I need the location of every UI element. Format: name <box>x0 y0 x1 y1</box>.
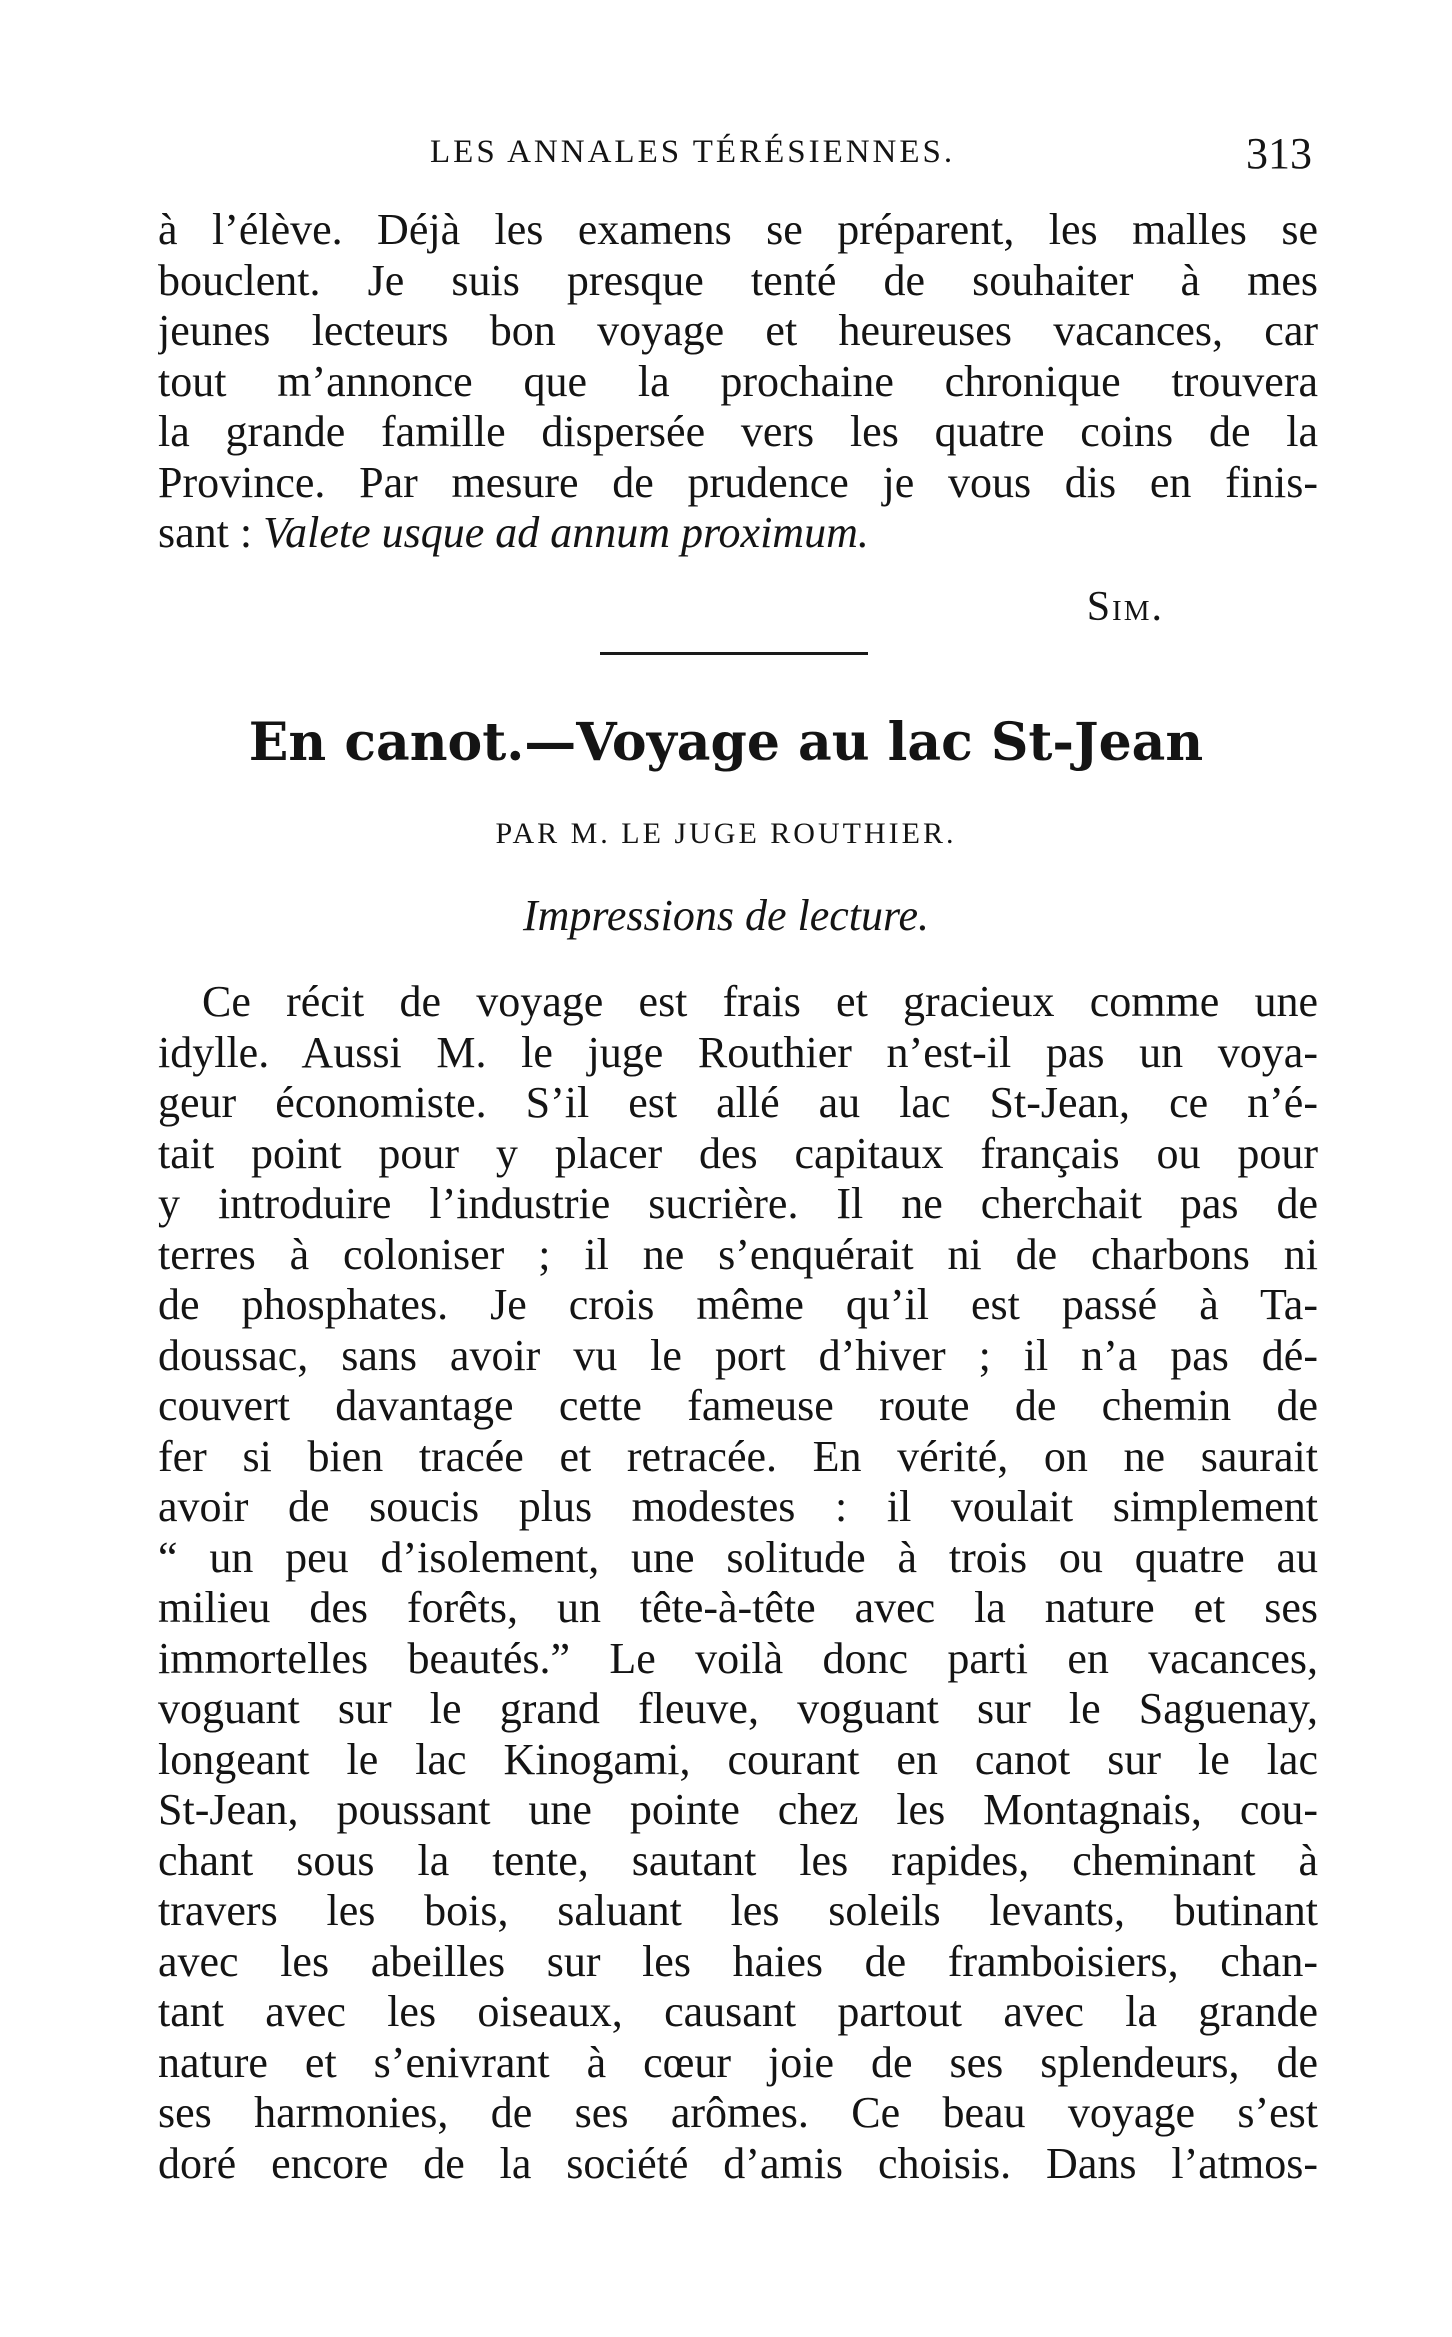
text-line: bouclent. Je suis presque tenté de souhaiter à mes <box>158 255 1318 305</box>
text-line: fer si bien tracée et retracée. En vérité, on ne saurait <box>158 1431 1318 1481</box>
text-line: chant sous la tente, sautant les rapides, cheminant à <box>158 1835 1318 1885</box>
running-title: LES ANNALES TÉRÉSIENNES. <box>430 134 956 170</box>
text-line: idylle. Aussi M. le juge Routhier n’est-il pas un voya- <box>158 1027 1318 1077</box>
text-line: jeunes lecteurs bon voyage et heureuses vacances, car <box>158 306 1318 355</box>
text-line: immortelles beautés.” Le voilà donc parti en vacances, <box>158 1633 1318 1683</box>
text-line: à l’élève. Déjà les examens se préparent, les malles se <box>158 205 1318 254</box>
text-line: tait point pour y placer des capitaux français ou pour <box>158 1128 1318 1178</box>
article-byline: PAR M. LE JUGE ROUTHIER. <box>495 817 957 850</box>
text-line: Province. Par mesure de prudence je vous dis en finis- <box>158 457 1318 507</box>
text-line: St-Jean, poussant une pointe chez les Montagnais, cou- <box>158 1785 1318 1834</box>
text-line: geur économiste. S’il est allé au lac St-Jean, ce n’é- <box>158 1078 1318 1127</box>
author-signature: Sim. <box>1086 584 1164 630</box>
text-line: de phosphates. Je crois même qu’il est passé à Ta- <box>158 1280 1318 1329</box>
text-line: voguant sur le grand fleuve, voguant sur le Saguenay, <box>158 1684 1318 1733</box>
text-line: la grande famille dispersée vers les quatre coins de la <box>158 407 1318 456</box>
text-line: longeant le lac Kinogami, courant en canot sur le lac <box>158 1734 1318 1784</box>
article-body <box>158 977 1318 2189</box>
text-line: tout m’annonce que la prochaine chronique trouvera <box>158 356 1318 406</box>
article-subtitle: Impressions de lecture. <box>522 891 930 940</box>
text-line: Ce récit de voyage est frais et gracieux comme une <box>202 977 1318 1026</box>
section-divider <box>600 652 868 655</box>
running-header <box>160 128 1320 188</box>
text-line: y introduire l’industrie sucrière. Il ne cherchait pas de <box>158 1179 1318 1228</box>
text-line: couvert davantage cette fameuse route de chemin de <box>158 1381 1318 1430</box>
text-line: terres à coloniser ; il ne s’enquérait ni de charbons ni <box>158 1229 1318 1279</box>
latin-farewell: Valete usque ad annum proximum. <box>263 508 869 557</box>
text-line: milieu des forêts, un tête-à-tête avec la nature et ses <box>158 1583 1318 1632</box>
text-line: tant avec les oiseaux, causant partout avec la grande <box>158 1987 1318 2036</box>
page-number: 313 <box>1246 129 1312 178</box>
text-line: avoir de soucis plus modestes : il voulait simplement <box>158 1482 1318 1531</box>
text-line: nature et s’enivrant à cœur joie de ses splendeurs, de <box>158 2037 1318 2087</box>
text-line: avec les abeilles sur les haies de framboisiers, chan- <box>158 1936 1318 1986</box>
closing-prefix: sant : <box>158 508 264 557</box>
text-line-closing <box>158 508 1318 559</box>
text-line: travers les bois, saluant les soleils levants, butinant <box>158 1886 1318 1935</box>
previous-article-text <box>158 205 1318 559</box>
text-line: “ un peu d’isolement, une solitude à trois ou quatre au <box>158 1532 1318 1582</box>
text-line: ses harmonies, de ses arômes. Ce beau voyage s’est <box>158 2088 1318 2137</box>
text-line: doussac, sans avoir vu le port d’hiver ; il n’a pas dé- <box>158 1330 1318 1380</box>
article-title: En canot.—Voyage au lac St-Jean <box>248 712 1204 773</box>
text-line: doré encore de la société d’amis choisis. Dans l’atmos- <box>158 2138 1318 2188</box>
